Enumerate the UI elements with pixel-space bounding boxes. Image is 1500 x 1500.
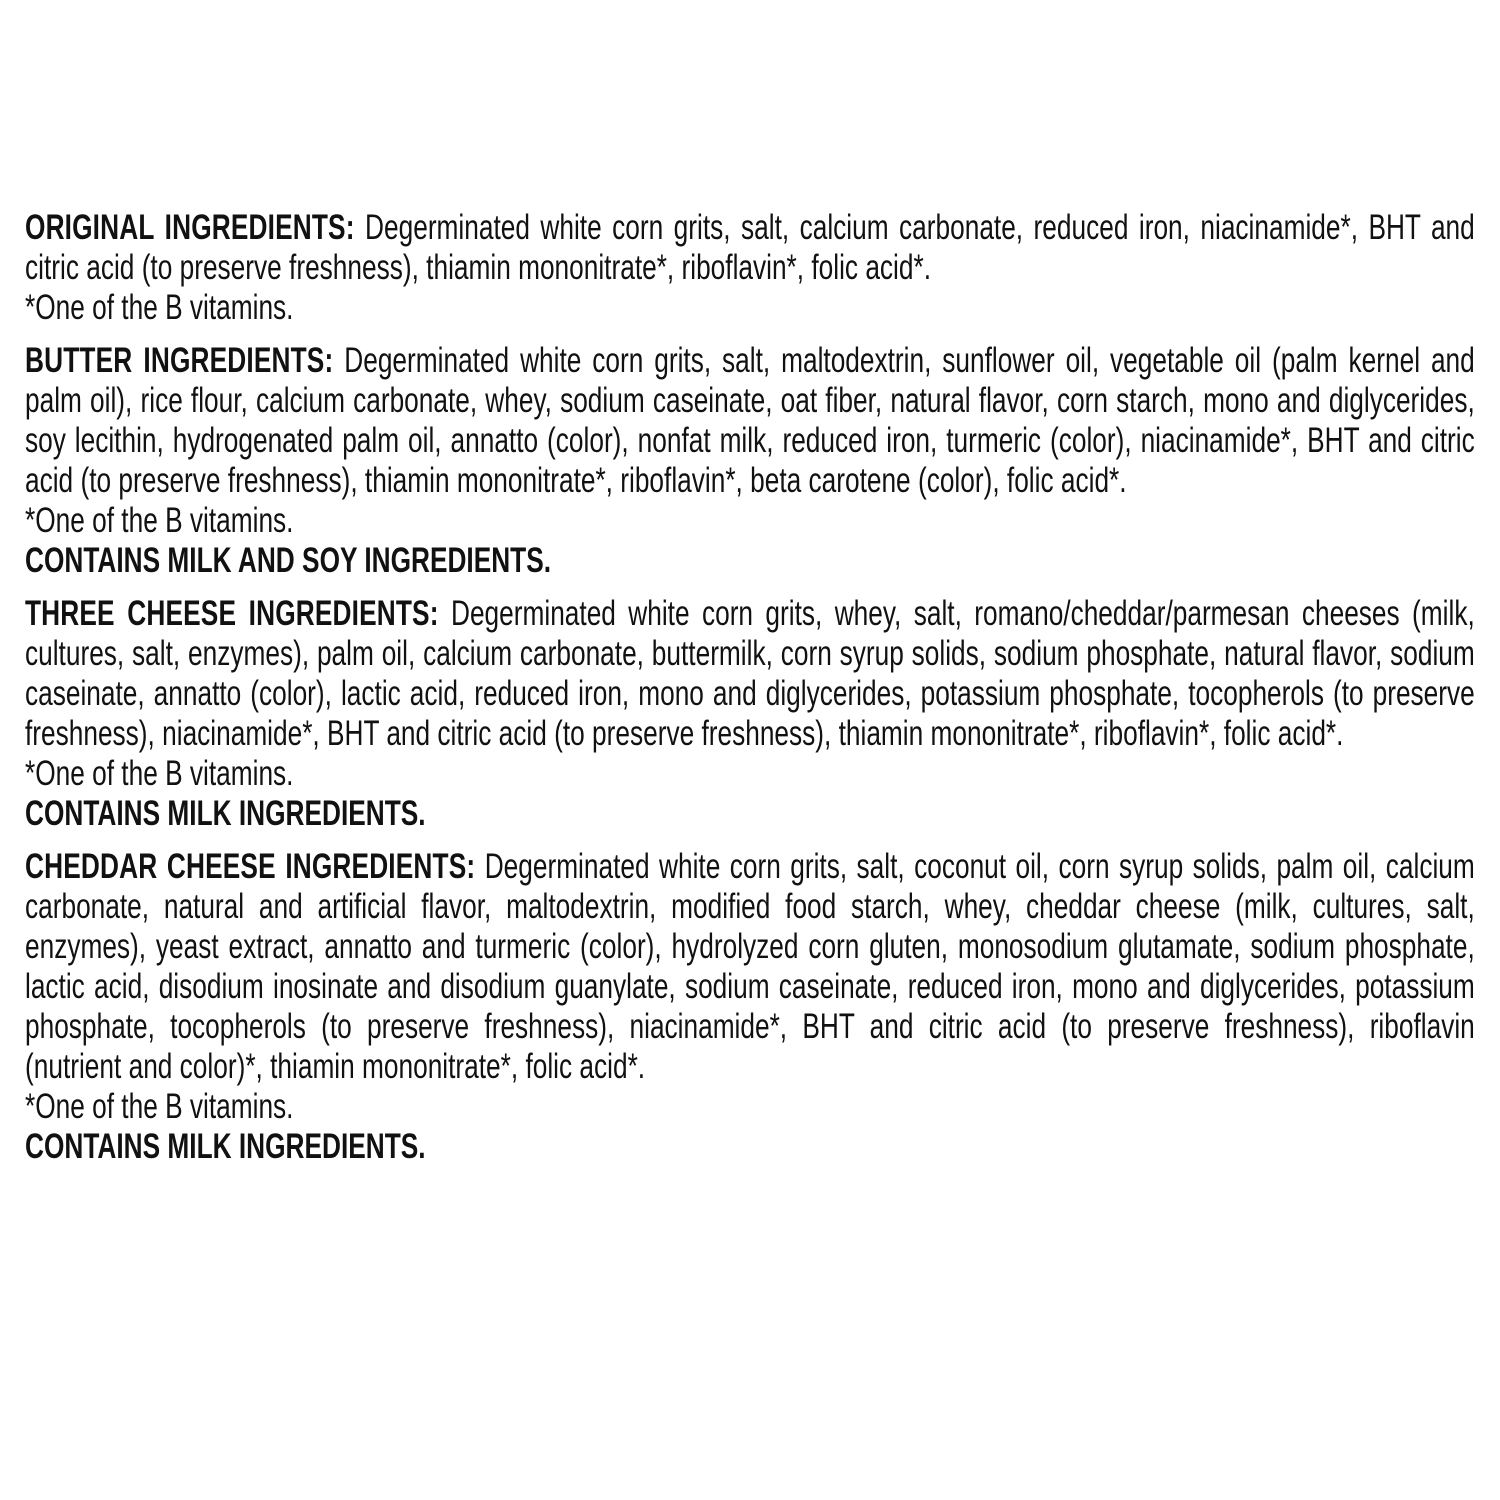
ingredients-text: Degerminated white corn grits, salt, coconut oil, corn syrup solids, palm oil, calcium carbonate, natural and artificial flavor, maltodextrin, modified food starch, whey, cheddar cheese (milk, cultures, salt, enzymes), yeast extract, annatto and turmeric (color), hydrolyzed corn gluten, monosodium glutamate, sodium phosphate, lactic acid, disodium inosinate and disodium guanylate, sodium caseinate, reduced iron, mono and diglycerides, potassium phosphate, tocopherols (to preserve freshness), niacinamide*, BHT and citric acid (to preserve freshness), riboflavin (nutrient and color)*, thiamin mononitrate*, folic acid*.	[25, 847, 1475, 1086]
ingredients-text: Degerminated white corn grits, salt, maltodextrin, sunflower oil, vegetable oil (palm kernel and palm oil), rice flour, calcium carbonate, whey, sodium caseinate, oat fiber, natural flavor, corn starch, mono and diglycerides, soy lecithin, hydrogenated palm oil, annatto (color), nonfat milk, reduced iron, turmeric (color), niacinamide*, BHT and citric acid (to preserve freshness), thiamin mononitrate*, riboflavin*, beta carotene (color), folic acid*.	[25, 341, 1475, 500]
ingredients-text: Degerminated white corn grits, salt, calcium carbonate, reduced iron, niacinamide*, BHT and citric acid (to preserve freshness), thiamin mononitrate*, riboflavin*, folic acid*.	[25, 208, 1475, 287]
section-label: CHEDDAR CHEESE INGREDIENTS:	[25, 847, 476, 886]
ingredients-paragraph	[25, 594, 1475, 754]
allergen-statement: CONTAINS MILK INGREDIENTS.	[25, 1127, 426, 1166]
ingredients-sheet	[25, 208, 1475, 1180]
section-three-cheese	[25, 594, 1475, 834]
section-butter	[25, 341, 1475, 581]
ingredients-paragraph	[25, 208, 1475, 288]
allergen-statement: CONTAINS MILK AND SOY INGREDIENTS.	[25, 541, 552, 580]
vitamin-footnote: *One of the B vitamins.	[25, 754, 294, 793]
vitamin-footnote: *One of the B vitamins.	[25, 501, 294, 540]
ingredients-paragraph	[25, 341, 1475, 501]
ingredients-list	[25, 208, 1475, 1167]
ingredients-text: Degerminated white corn grits, whey, salt, romano/cheddar/parmesan cheeses (milk, cultures, salt, enzymes), palm oil, calcium carbonate, buttermilk, corn syrup solids, sodium phosphate, natural flavor, sodium caseinate, annatto (color), lactic acid, reduced iron, mono and diglycerides, potassium phosphate, tocopherols (to preserve freshness), niacinamide*, BHT and citric acid (to preserve freshness), thiamin mononitrate*, riboflavin*, folic acid*.	[25, 594, 1475, 753]
vitamin-footnote: *One of the B vitamins.	[25, 288, 294, 327]
vitamin-footnote: *One of the B vitamins.	[25, 1087, 294, 1126]
allergen-statement: CONTAINS MILK INGREDIENTS.	[25, 794, 426, 833]
section-label: BUTTER INGREDIENTS:	[25, 341, 334, 380]
section-original	[25, 208, 1475, 328]
section-label: THREE CHEESE INGREDIENTS:	[25, 594, 439, 633]
section-cheddar-cheese	[25, 847, 1475, 1167]
ingredients-paragraph	[25, 847, 1475, 1087]
section-label: ORIGINAL INGREDIENTS:	[25, 208, 355, 247]
